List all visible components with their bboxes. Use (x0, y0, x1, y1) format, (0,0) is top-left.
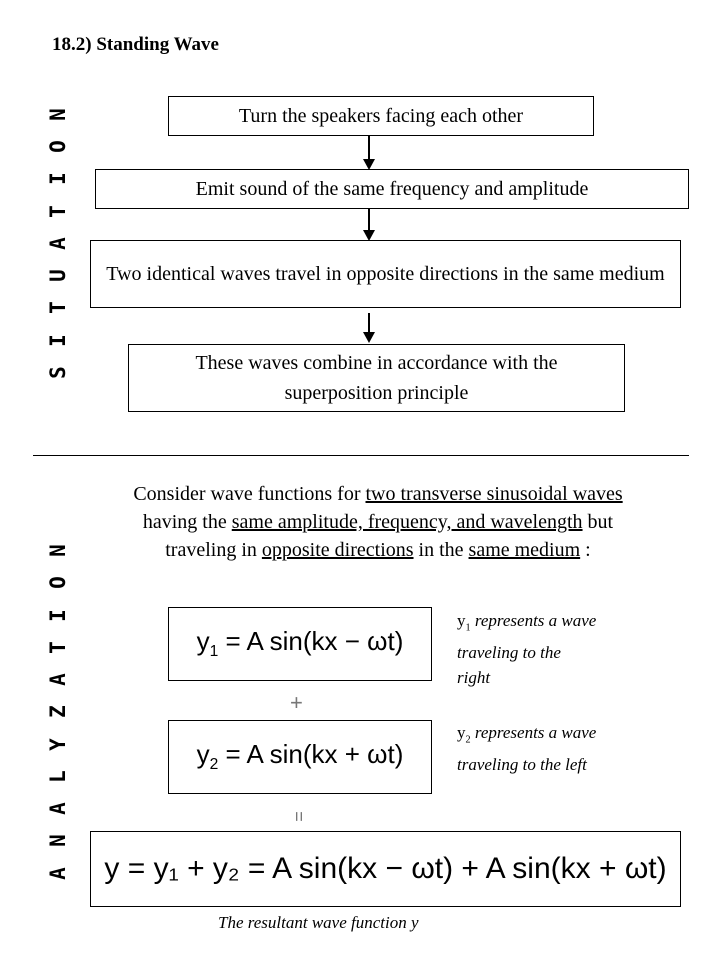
situation-letter: N (45, 108, 70, 121)
note2-sub: 2 (465, 734, 471, 746)
note1-sub: 1 (465, 622, 471, 634)
analysis-intro (118, 480, 638, 564)
eq2-sub: 2 (209, 756, 219, 774)
analyzation-letter: O (45, 576, 70, 590)
analyzation-letter: T (45, 640, 70, 654)
eq2-var: y (196, 739, 210, 770)
section-divider (33, 455, 689, 456)
resultant-equation-box (90, 831, 681, 907)
equals-sign: = (288, 811, 309, 822)
flow-step-1-box (168, 96, 594, 136)
equation-y1 (197, 626, 404, 661)
intro-underline-4: same medium (468, 539, 581, 561)
intro-underline-1: two transverse sinusoidal waves (365, 483, 623, 505)
analyzation-letter: L (45, 770, 70, 783)
eq1-sub: 1 (209, 643, 219, 661)
intro-text-2: having the (142, 511, 232, 533)
analyzation-letter: N (45, 544, 70, 557)
intro-underline-3: opposite directions (261, 539, 414, 561)
analyzation-label (45, 540, 72, 895)
situation-letter: I (45, 172, 70, 186)
analyzation-letter: A (45, 866, 70, 880)
situation-letter: O (45, 140, 70, 154)
situation-letter: T (45, 301, 70, 315)
flow-step-2-text: Emit sound of the same frequency and amplitude (195, 178, 589, 200)
plus-sign: + (290, 690, 303, 715)
analyzation-letter: N (45, 834, 70, 848)
flow-arrow-1 (368, 136, 370, 160)
flow-arrow-3 (368, 313, 370, 333)
eq2-rhs: = A sin(kx + ωt) (218, 739, 404, 770)
flow-step-3-box (90, 240, 681, 308)
note2-var: y (457, 723, 466, 742)
analyzation-letter: I (45, 608, 70, 622)
analyzation-letter: A (45, 673, 70, 686)
note1-var: y (457, 611, 466, 630)
situation-letter: I (45, 333, 70, 347)
equation-y1-box (168, 607, 432, 681)
note1-text: represents a wave traveling to the right (457, 611, 597, 688)
situation-letter: T (45, 204, 70, 218)
intro-text-3: but traveling in (165, 511, 614, 561)
intro-text-5: : (580, 539, 591, 561)
situation-letter: U (45, 269, 70, 282)
equation-y2-box (168, 720, 432, 794)
equation-y2 (197, 739, 404, 774)
flow-step-1-text: Turn the speakers facing each other (238, 105, 524, 127)
eq1-rhs: = A sin(kx − ωt) (218, 626, 404, 657)
intro-text-1: Consider wave functions for (133, 483, 366, 505)
situation-label (45, 104, 72, 394)
note-y1 (457, 608, 597, 690)
analyzation-letter: Z (45, 705, 70, 719)
flow-step-3-text: Two identical waves travel in opposite directions in the same medium (106, 263, 665, 285)
eq1-var: y (196, 626, 210, 657)
flow-step-2-box (95, 169, 689, 209)
situation-letter: A (45, 237, 70, 250)
situation-letter: S (45, 365, 70, 379)
flow-step-4-box (128, 344, 625, 412)
resultant-caption: The resultant wave function y (218, 913, 419, 932)
page-title: 18.2) Standing Wave (52, 34, 219, 55)
intro-underline-2: same amplitude, frequency, and wavelength (231, 511, 583, 533)
note-y2 (457, 720, 597, 777)
intro-text-4: in the (413, 539, 469, 561)
analyzation-letter: Y (45, 737, 70, 751)
flow-step-4-text: These waves combine in accordance with the superposition principle (195, 352, 558, 404)
resultant-equation: y = y₁ + y₂ = A sin(kx − ωt) + A sin(kx + ωt) (104, 852, 667, 885)
flow-arrow-2 (368, 209, 370, 231)
note2-text: represents a wave traveling to the left (457, 723, 597, 775)
analyzation-letter: A (45, 802, 70, 815)
